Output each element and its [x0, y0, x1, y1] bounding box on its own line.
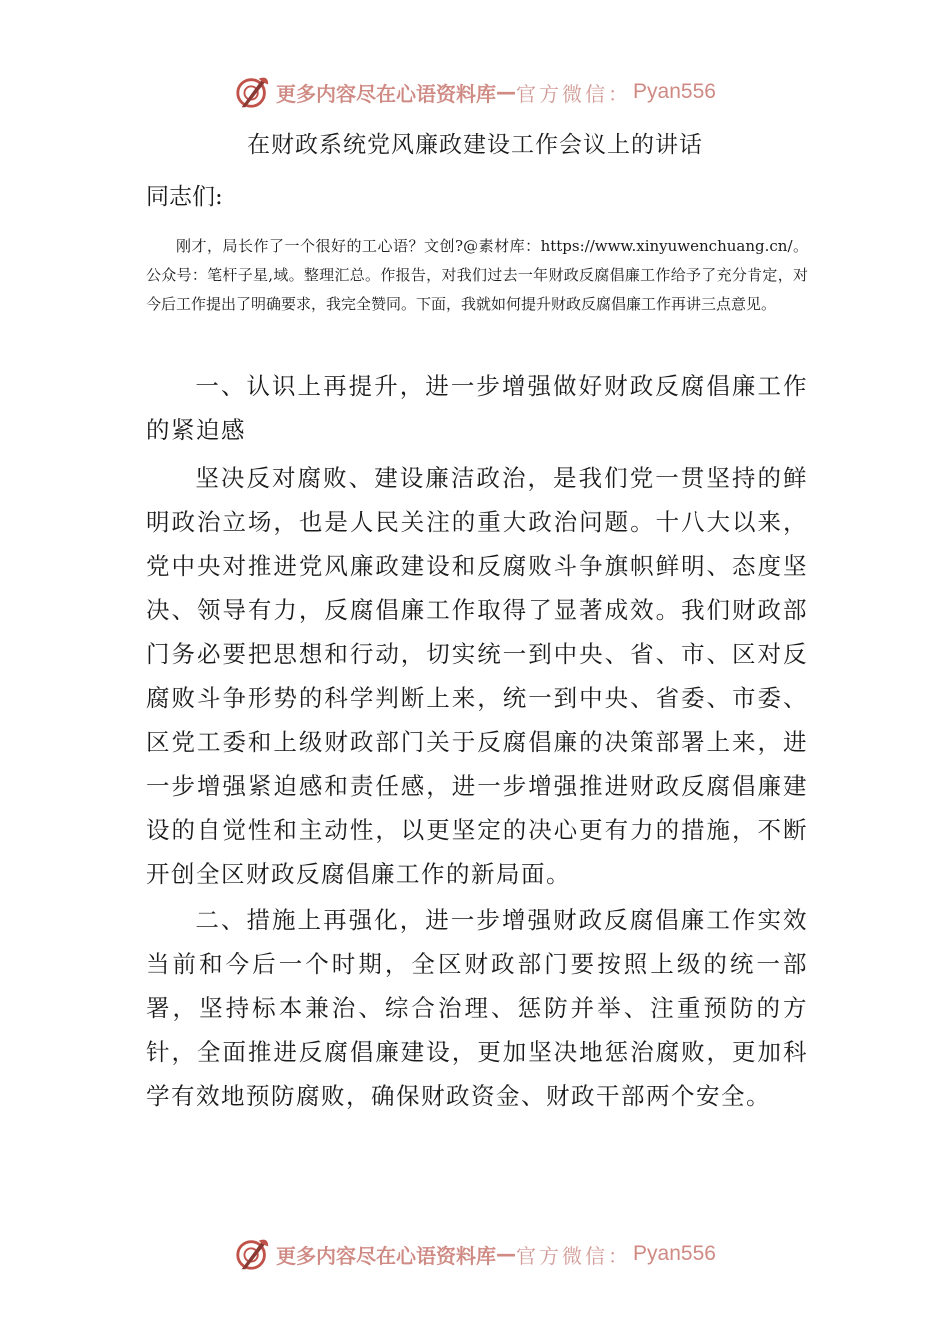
banner-wechat-id: Pyan556: [633, 80, 716, 103]
banner-separator: —: [496, 80, 517, 104]
banner-wechat-label: 官方微信：: [516, 81, 632, 106]
intro-paragraph: 刚才，局长作了一个很好的工心语？文创?@素材库：https://www.xinyuwenchuang.cn/。公众号：笔杆子星,域。整理汇总。作报告，对我们过去一年财政反腐倡廉工作给予了充分肯定，对今后工作提出了明确要求，我完全赞同。下面，我就如何提升财政反腐倡廉工作再讲三点意见。: [146, 237, 808, 313]
quill-logo-icon: [234, 1235, 272, 1273]
banner-slogan: 更多内容尽在心语资料库: [276, 1243, 497, 1268]
header-banner: [0, 70, 950, 114]
banner-separator: —: [496, 1242, 517, 1266]
greeting: 同志们:: [146, 184, 223, 210]
banner-slogan: 更多内容尽在心语资料库: [276, 81, 497, 106]
document-title: 在财政系统党风廉政建设工作会议上的讲话: [247, 132, 703, 158]
section-heading-1: 一、认识上再提升，进一步增强做好财政反腐倡廉工作的紧迫感: [146, 372, 808, 444]
banner-wechat-id: Pyan556: [633, 1242, 716, 1265]
footer-banner: [0, 1232, 950, 1276]
banner-wechat-label: 官方微信：: [516, 1243, 632, 1268]
body-paragraph-1: 坚决反对腐败、建设廉洁政治，是我们党一贯坚持的鲜明政治立场，也是人民关注的重大政治问题。十八大以来，党中央对推进党风廉政建设和反腐败斗争旗帜鲜明、态度坚决、领导有力，反腐倡廉工作取得了显著成效。我们财政部门务必要把思想和行动，切实统一到中央、省、市、区对反腐败斗争形势的科学判断上来，统一到中央、省委、市委、区党工委和上级财政部门关于反腐倡廉的决策部署上来，进一步增强紧迫感和责任感，进一步增强推进财政反腐倡廉建设的自觉性和主动性，以更坚定的决心更有力的措施，不断开创全区财政反腐倡廉工作的新局面。: [146, 464, 808, 888]
quill-logo-icon: [234, 73, 272, 111]
section-heading-2: 二、措施上再强化，进一步增强财政反腐倡廉工作实效当前和今后一个时期，全区财政部门要按照上级的统一部署，坚持标本兼治、综合治理、惩防并举、注重预防的方针，全面推进反腐倡廉建设，更加坚决地惩治腐败，更加科学有效地预防腐败，确保财政资金、财政干部两个安全。: [146, 906, 808, 1110]
